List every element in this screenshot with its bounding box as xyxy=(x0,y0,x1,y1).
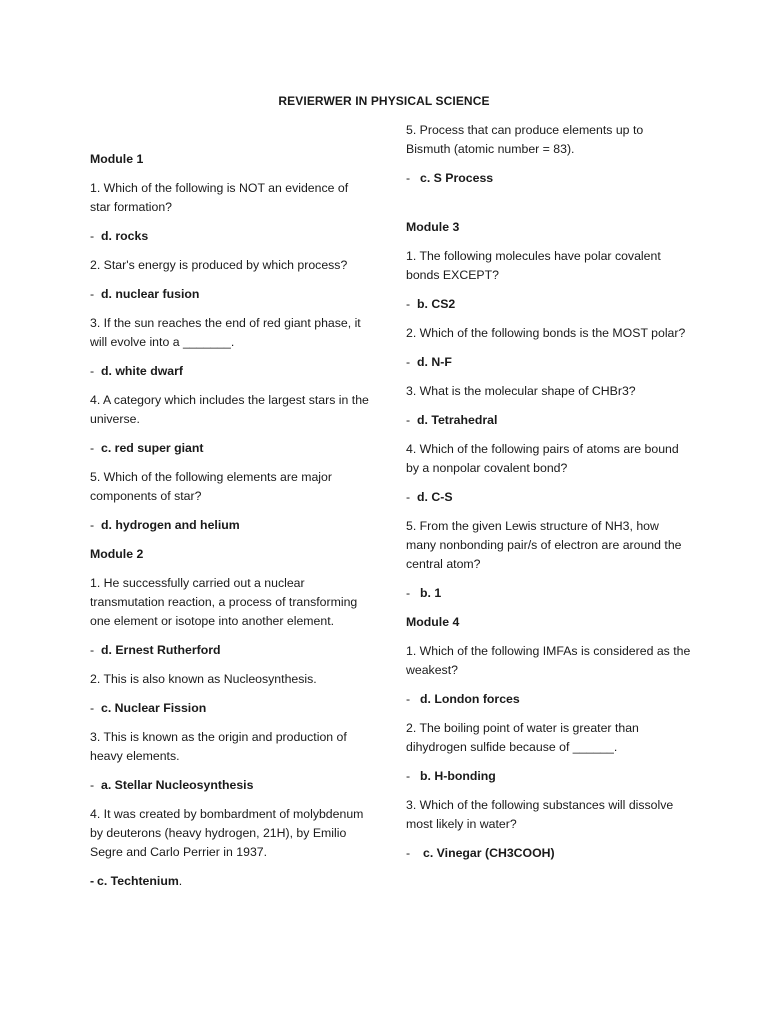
answer-dash: - xyxy=(406,586,411,600)
m1-question-3: 3. If the sun reaches the end of red giant phase, it will evolve into a _______. xyxy=(90,316,361,349)
m1-question-5: 5. Which of the following elements are major components of star? xyxy=(90,470,332,503)
m4-answer-1 xyxy=(406,690,691,709)
answer-text: d. Ernest Rutherford xyxy=(101,643,221,657)
m1-answer-2 xyxy=(90,285,370,304)
m4-question-2: 2. The boiling point of water is greater than dihydrogen sulfide because of ______. xyxy=(406,721,639,754)
m1-answer-4 xyxy=(90,439,370,458)
m2-answer-4 xyxy=(90,872,370,891)
answer-dash: - xyxy=(90,287,95,301)
answer-text: d. rocks xyxy=(101,229,149,243)
page-title: REVIERWER IN PHYSICAL SCIENCE xyxy=(278,94,490,108)
m3-question-1: 1. The following molecules have polar covalent bonds EXCEPT? xyxy=(406,249,661,282)
m1-question-2: 2. Star's energy is produced by which process? xyxy=(90,258,348,272)
m1-question-1: 1. Which of the following is NOT an evidence of star formation? xyxy=(90,181,349,214)
m2-question-5: 5. Process that can produce elements up to Bismuth (atomic number = 83). xyxy=(406,123,644,156)
m3-answer-2 xyxy=(406,353,691,372)
answer-text: c. Nuclear Fission xyxy=(101,701,207,715)
answer-text: b. CS2 xyxy=(417,297,456,311)
answer-dash: - xyxy=(90,701,95,715)
answer-dash: - xyxy=(406,769,411,783)
answer-dash: - xyxy=(406,171,411,185)
answer-text: c. Techtenium xyxy=(97,874,179,888)
answer-dash: - xyxy=(406,846,411,860)
m2-answer-2 xyxy=(90,699,370,718)
answer-dash: - xyxy=(90,778,95,792)
answer-text: d. N-F xyxy=(417,355,452,369)
answer-dash: - xyxy=(90,229,95,243)
answer-text: b. H-bonding xyxy=(420,769,496,783)
module-3-heading: Module 3 xyxy=(406,220,460,234)
left-column xyxy=(90,150,370,901)
answer-text: c. S Process xyxy=(420,171,494,185)
answer-text: d. hydrogen and helium xyxy=(101,518,240,532)
m2-question-3: 3. This is known as the origin and production of heavy elements. xyxy=(90,730,347,763)
m2-question-1: 1. He successfully carried out a nuclear transmutation reaction, a process of transforming one element or isotope into another element. xyxy=(90,576,358,628)
answer-text: b. 1 xyxy=(420,586,442,600)
m3-answer-1 xyxy=(406,295,691,314)
m3-answer-4 xyxy=(406,488,691,507)
answer-text: d. Tetrahedral xyxy=(417,413,498,427)
m3-question-3: 3. What is the molecular shape of CHBr3? xyxy=(406,384,636,398)
answer-dash: - xyxy=(90,874,95,888)
answer-text: d. London forces xyxy=(420,692,520,706)
answer-dash: - xyxy=(90,643,95,657)
answer-dash: - xyxy=(90,364,95,378)
m1-question-4: 4. A category which includes the largest stars in the universe. xyxy=(90,393,369,426)
m2-answer-1 xyxy=(90,641,370,660)
answer-text: c. red super giant xyxy=(101,441,204,455)
m4-answer-2 xyxy=(406,767,691,786)
answer-dash: - xyxy=(406,413,411,427)
m2-answer-3 xyxy=(90,776,370,795)
spacer xyxy=(406,198,691,218)
module-1-heading: Module 1 xyxy=(90,152,144,166)
answer-text: d. white dwarf xyxy=(101,364,183,378)
answer-text: d. nuclear fusion xyxy=(101,287,200,301)
m2-question-4: 4. It was created by bombardment of molybdenum by deuterons (heavy hydrogen, 21H), by Emilio Segre and Carlo Perrier in 1937. xyxy=(90,807,364,859)
answer-dash: - xyxy=(90,441,95,455)
m4-answer-3 xyxy=(406,844,691,863)
m4-question-3: 3. Which of the following substances will dissolve most likely in water? xyxy=(406,798,674,831)
m3-answer-5 xyxy=(406,584,691,603)
module-4-heading: Module 4 xyxy=(406,615,460,629)
answer-dash: - xyxy=(406,297,411,311)
answer-dash: - xyxy=(406,490,411,504)
m3-question-4: 4. Which of the following pairs of atoms are bound by a nonpolar covalent bond? xyxy=(406,442,679,475)
m3-question-5: 5. From the given Lewis structure of NH3, how many nonbonding pair/s of electron are around the central atom? xyxy=(406,519,682,571)
m3-question-2: 2. Which of the following bonds is the MOST polar? xyxy=(406,326,686,340)
m2-answer-5 xyxy=(406,169,691,188)
right-column xyxy=(406,121,691,873)
answer-dash: - xyxy=(90,518,95,532)
m1-answer-5 xyxy=(90,516,370,535)
module-2-heading: Module 2 xyxy=(90,547,144,561)
answer-text: a. Stellar Nucleosynthesis xyxy=(101,778,254,792)
answer-dash: - xyxy=(406,355,411,369)
answer-text: c. Vinegar (CH3COOH) xyxy=(423,846,555,860)
m1-answer-1 xyxy=(90,227,370,246)
m3-answer-3 xyxy=(406,411,691,430)
answer-text: d. C-S xyxy=(417,490,453,504)
m1-answer-3 xyxy=(90,362,370,381)
m2-question-2: 2. This is also known as Nucleosynthesis. xyxy=(90,672,317,686)
answer-trailing-period: . xyxy=(178,874,183,888)
answer-dash: - xyxy=(406,692,411,706)
m4-question-1: 1. Which of the following IMFAs is considered as the weakest? xyxy=(406,644,691,677)
